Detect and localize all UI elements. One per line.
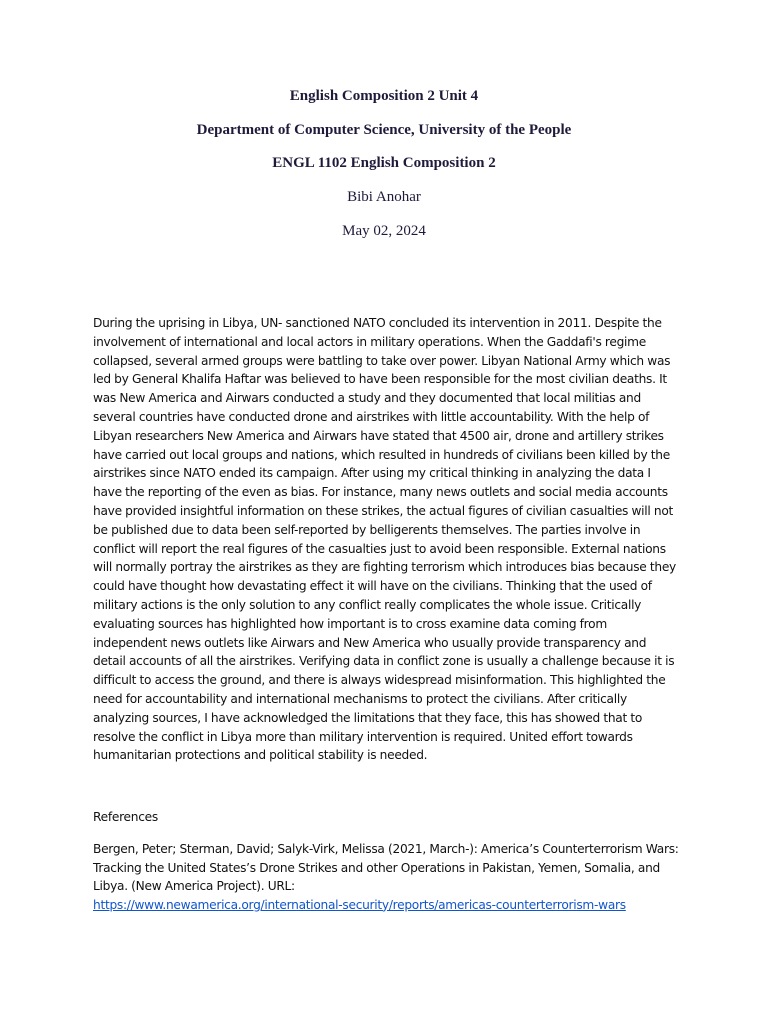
reference-link[interactable]: https://www.newamerica.org/international-security/reports/americas-counterterrorism-wars [93, 897, 626, 912]
course-code-title: ENGL 1102 English Composition 2 [272, 155, 496, 172]
author-name: Bibi Anohar [347, 189, 421, 206]
document-date: May 02, 2024 [342, 222, 426, 239]
reference-citation: Bergen, Peter; Sterman, David; Salyk-Virk, Melissa (2021, March-): America’s Counterterrorism Wars: Tracking the United States’s Drone Strikes and other Operations in Pakistan, Yemen, Somalia, and Libya. (New America Project). URL: [93, 842, 679, 893]
title-block [0, 86, 768, 254]
reference-entry [93, 840, 683, 914]
department-title: Department of Computer Science, University of the People [196, 121, 572, 138]
body-paragraph: During the uprising in Libya, UN- sanctioned NATO concluded its intervention in 2011. Despite the involvement of international and local actors in military operations. When the Gaddafi's regime collapsed, several armed groups were battling to take over power. Libyan National Army which was led by General Khalifa Haftar was believed to have been responsible for the most civilian deaths. It was New America and Airwars conducted a study and they documented that local militias and several countries have conducted drone and airstrikes with little accountability. With the help of Libyan researchers New America and Airwars have stated that 4500 air, drone and artillery strikes have carried out local groups and nations, which resulted in hundreds of civilians been killed by the airstrikes since NATO ended its campaign. After using my critical thinking in analyzing the data I have the reporting of the even as bias. For instance, many news outlets and social media accounts have provided insightful information on these strikes, the actual figures of civilian casualties will not be published due to data been self-reported by belligerents themselves. The parties involve in conflict will report the real figures of the casualties just to avoid been responsible. External nations will normally portray the airstrikes as they are fighting terrorism which introduces bias because they could have thought how devastating effect it will have on the civilians. Thinking that the used of military actions is the only solution to any conflict really complicates the whole issue. Critically evaluating sources has highlighted how important is to cross examine data coming from independent news outlets like Airwars and New America who usually provide transparency and detail accounts of all the airstrikes. Verifying data in conflict zone is usually a challenge because it is difficult to access the ground, and there is always widespread misinformation. This highlighted the need for accountability and international mechanisms to protect the civilians. After critically analyzing sources, I have acknowledged the limitations that they face, this has showed that to resolve the conflict in Libya more than military intervention is required. United effort towards humanitarian protections and political stability is needed. [93, 316, 676, 763]
references-heading: References [93, 810, 158, 824]
course-unit-title: English Composition 2 Unit 4 [289, 88, 479, 104]
